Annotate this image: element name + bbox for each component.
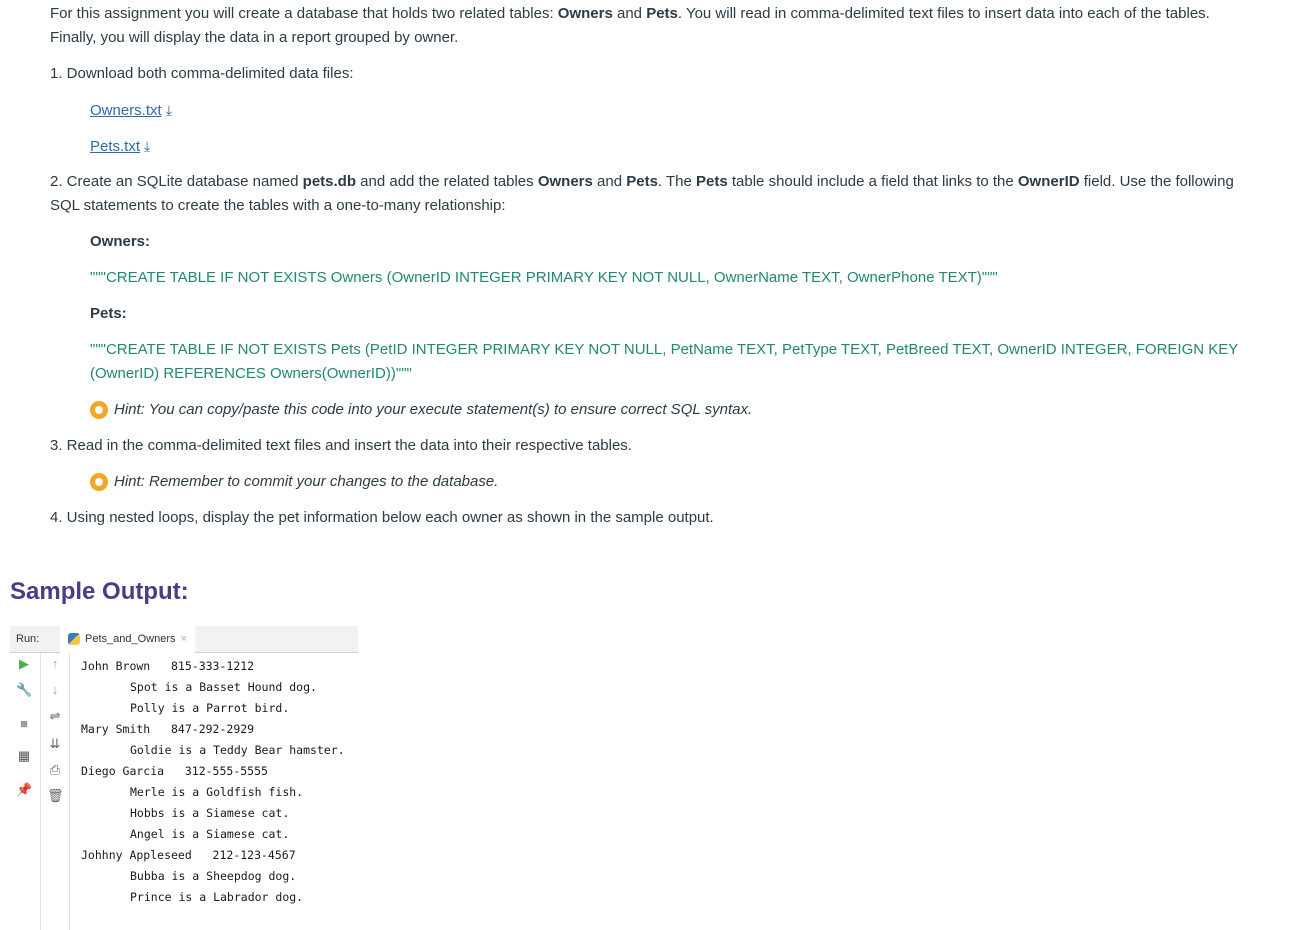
- scroll-up-icon[interactable]: ↑: [51, 656, 59, 671]
- run-icon[interactable]: ▶: [19, 656, 29, 671]
- pet-line: Goldie is a Teddy Bear hamster.: [130, 743, 345, 757]
- intro-paragraph: [50, 2, 1290, 50]
- hint-text: Hint: Remember to commit your changes to the database.: [114, 473, 499, 490]
- pets-sql-line-1: """CREATE TABLE IF NOT EXISTS Pets (PetID INTEGER PRIMARY KEY NOT NULL, PetName TEXT, PetType TEXT, PetBreed TEXT, OwnerID INTEGER, FOREIGN KEY: [90, 341, 1239, 358]
- hint-commit: [90, 470, 498, 494]
- hint-text: Hint: You can copy/paste this code into your execute statement(s) to ensure correct SQL syntax.: [114, 401, 753, 418]
- pet-line: Polly is a Parrot bird.: [130, 701, 290, 715]
- close-icon[interactable]: ×: [180, 633, 187, 645]
- lightbulb-icon: [90, 473, 108, 491]
- owner-line: John Brown 815-333-1212: [81, 659, 255, 673]
- console-output: [81, 656, 345, 908]
- owner-line: Mary Smith 847-292-2929: [81, 722, 255, 736]
- owners-sql-label: [90, 230, 150, 254]
- owners-sql: """CREATE TABLE IF NOT EXISTS Owners (OwnerID INTEGER PRIMARY KEY NOT NULL, OwnerName TEXT, OwnerPhone TEXT)""": [90, 269, 998, 286]
- pin-icon[interactable]: 📌: [16, 782, 33, 797]
- db-name: pets.db: [302, 173, 357, 190]
- pet-line: Hobbs is a Siamese cat.: [130, 806, 290, 820]
- intro-text: For this assignment you will create a database that holds two related tables:: [50, 5, 558, 22]
- pet-line: Prince is a Labrador dog.: [130, 890, 304, 904]
- step-3: 3. Read in the comma-delimited text files and insert the data into their respective tables.: [50, 437, 632, 454]
- ownerid-bold: OwnerID: [1017, 173, 1080, 190]
- step-2-text: table should include a field that links to the: [727, 173, 1018, 190]
- step-1: 1. Download both comma-delimited data files:: [50, 65, 354, 82]
- pet-line: Spot is a Basset Hound dog.: [130, 680, 317, 694]
- hint-copy-paste: [90, 398, 752, 422]
- step-2-text: field. Use the following: [1079, 173, 1234, 190]
- scroll-down-icon[interactable]: ↓: [51, 682, 59, 697]
- owners-bold: Owners: [557, 5, 613, 22]
- stop-icon[interactable]: ■: [20, 716, 28, 731]
- owner-line: Johhny Appleseed 212-123-4567: [81, 848, 296, 862]
- run-panel: [10, 626, 358, 930]
- pets-sql: [90, 338, 1290, 386]
- lightbulb-icon: [90, 401, 108, 419]
- pets-sql-label: [90, 302, 127, 326]
- pets-bold: Pets: [696, 173, 728, 190]
- pets-file-link-row: [90, 134, 150, 159]
- pet-line: Merle is a Goldfish fish.: [130, 785, 304, 799]
- pet-line: Bubba is a Sheepdog dog.: [130, 869, 297, 883]
- pets-file-link[interactable]: Pets.txt: [90, 138, 141, 155]
- trash-icon[interactable]: 🗑: [47, 788, 64, 803]
- intro-and: and: [612, 5, 647, 22]
- soft-wrap-icon[interactable]: ⇌: [49, 708, 61, 723]
- intro-line-2: Finally, you will display the data in a report grouped by owner.: [50, 29, 459, 46]
- pets-label: Pets:: [90, 305, 127, 322]
- sample-output-heading: Sample Output:: [10, 578, 189, 605]
- wrench-icon[interactable]: 🔧: [16, 682, 33, 697]
- pets-sql-line-2: (OwnerID) REFERENCES Owners(OwnerID))""": [90, 365, 412, 382]
- scroll-to-end-icon[interactable]: ⇊: [49, 736, 61, 751]
- print-icon[interactable]: ⎙: [49, 762, 61, 777]
- run-tab[interactable]: [60, 626, 195, 654]
- step-4: 4. Using nested loops, display the pet information below each owner as shown in the sample output.: [50, 509, 714, 526]
- owners-bold: Owners: [537, 173, 593, 190]
- step-2: [50, 170, 1290, 218]
- pet-line: Angel is a Siamese cat.: [130, 827, 290, 841]
- tab-label: Pets_and_Owners: [85, 633, 176, 645]
- step-2-text: . The: [657, 173, 697, 190]
- step-2-text: 2. Create an SQLite database named: [50, 173, 303, 190]
- owners-file-link-row: [90, 98, 172, 123]
- owner-line: Diego Garcia 312-555-5555: [81, 764, 268, 778]
- download-arrow-icon[interactable]: ⤓: [144, 138, 151, 154]
- step-2-text: and add the related tables: [356, 173, 538, 190]
- owners-file-link[interactable]: Owners.txt: [90, 102, 162, 119]
- run-toolbar-right: [41, 653, 70, 930]
- pets-bold: Pets: [626, 173, 658, 190]
- python-icon: [68, 633, 80, 645]
- step-2-line-2: SQL statements to create the tables with a one-to-many relationship:: [50, 197, 506, 214]
- run-toolbar-left: [10, 653, 41, 930]
- intro-text-2: . You will read in comma-delimited text files to insert data into each of the tables.: [677, 5, 1210, 22]
- pets-bold: Pets: [646, 5, 678, 22]
- layout-icon[interactable]: ▦: [17, 748, 31, 763]
- step-2-text: and: [592, 173, 627, 190]
- run-header: [10, 626, 358, 653]
- run-label: Run:: [16, 633, 40, 645]
- download-arrow-icon[interactable]: ⤓: [165, 102, 172, 118]
- owners-label: Owners:: [90, 233, 151, 250]
